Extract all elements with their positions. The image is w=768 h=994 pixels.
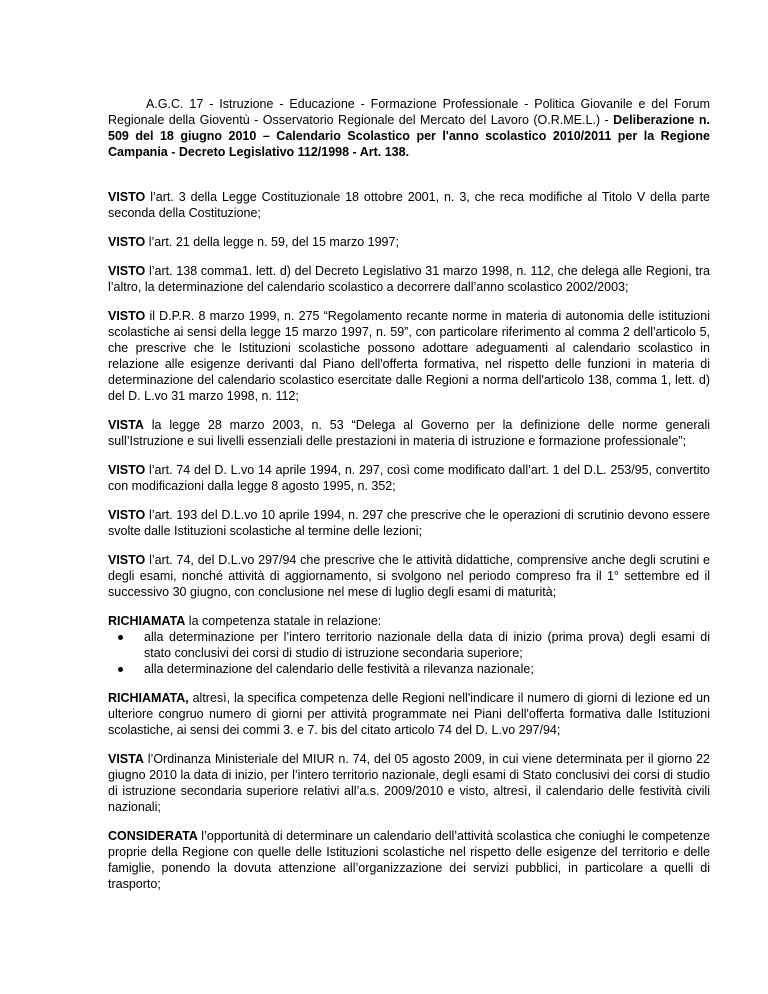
paragraph-vista-legge-53: VISTA la legge 28 marzo 2003, n. 53 “Delega al Governo per la definizione delle norme generali sull’Istruzione e sui livelli essenziali delle prestazioni in materia di istruzione e formazione professionale”; (108, 418, 710, 448)
list-item: alla determinazione per l’intero territorio nazionale della data di inizio (prima prova) degli esami di stato conclusivi dei corsi di studio di istruzione secondaria superiore; (108, 629, 710, 661)
paragraph-visto-costituzione: VISTO l’art. 3 della Legge Costituzionale 18 ottobre 2001, n. 3, che reca modifiche al Titolo V della parte seconda della Costituzione; (108, 190, 710, 220)
paragraph-vista-ordinanza: VISTA l’Ordinanza Ministeriale del MIUR n. 74, del 05 agosto 2009, in cui viene determinata per il giorno 22 giugno 2010 la data di inizio, per l’intero territorio nazionale, degli esami di Stato conclusivi dei corsi di studio di istruzione secondaria superiore relativi all’a.s. 2009/2010 e visto, altresì, il calendario delle festività civili nazionali; (108, 752, 710, 814)
document-header (108, 96, 710, 160)
paragraph-visto-art-138: VISTO l’art. 138 comma1. lett. d) del Decreto Legislativo 31 marzo 1998, n. 112, che delega alle Regioni, tra l’altro, la determinazione del calendario scolastico a decorrere dall’anno scolastico 2002/2003; (108, 264, 710, 294)
bullet-icon (118, 635, 123, 640)
bullet-list (108, 629, 710, 677)
paragraph-richiamata-regioni: RICHIAMATA, altresì, la specifica competenza delle Regioni nell'indicare il numero di giorni di lezione ed un ulteriore congruo numero di giorni per attività programmate nei Piani dell'offerta formativa dalle Istituzioni scolastiche, ai sensi dei commi 3. e 7. bis del citato articolo 74 del D. L.vo 297/94; (108, 691, 710, 737)
header-intro: A.G.C. 17 - Istruzione - Educazione - Formazione Professionale - Politica Giovanile e del Forum Regionale della Gioventù - Osservatorio Regionale del Mercato del Lavoro (O.R.ME.L.) - (108, 97, 710, 127)
paragraph-visto-dpr-275: VISTO il D.P.R. 8 marzo 1999, n. 275 “Regolamento recante norme in materia di autonomia delle istituzioni scolastiche ai sensi della legge 15 marzo 1997, n. 59”, con particolare riferimento al comma 2 dell'articolo 5, che prescrive che le Istituzioni scolastiche possono adottare adeguamenti al calendario scolastico in relazione alle esigenze derivanti dal Piano dell'offerta formativa, nel rispetto delle funzioni in materia di determinazione del calendario scolastico esercitate dalle Regioni a norma dell'articolo 138, comma 1, lett. d) del D. L.vo 31 marzo 1998, n. 112; (108, 309, 710, 403)
paragraph-richiamata-statale: RICHIAMATA la competenza statale in relazione: alla determinazione per l’intero territorio nazionale della data di inizio (prima prova) degli esami di stato conclusivi dei corsi di studio di istruzione secondaria superiore; alla determinazione del calendario delle festività a rilevanza nazionale; (108, 614, 710, 676)
bullet-icon (118, 667, 123, 672)
paragraph-considerata: CONSIDERATA l’opportunità di determinare un calendario dell’attività scolastica che coniughi le competenze proprie della Regione con quelle delle Istituzioni scolastiche nel rispetto delle esigenze del territorio e delle famiglie, ponendo la dovuta attenzione all’organizzazione dei servizi pubblici, in particolare a quelli di trasporto; (108, 829, 710, 891)
paragraph-visto-legge-59: VISTO l’art. 21 della legge n. 59, del 15 marzo 1997; (108, 235, 399, 249)
list-item: alla determinazione del calendario delle festività a rilevanza nazionale; (108, 661, 710, 677)
header-title: Deliberazione n. 509 del 18 giugno 2010 – Calendario Scolastico per l'anno scolastico 2010/2011 per la Regione Campania - Decreto Legislativo 112/1998 - Art. 138. (108, 113, 710, 159)
paragraph-visto-art-74-attivita: VISTO l’art. 74, del D.L.vo 297/94 che prescrive che le attività didattiche, comprensive anche degli scrutini e degli esami, nonché attività di aggiornamento, si svolgono nel periodo compreso fra il 1° settembre ed il successivo 30 giugno, con conclusione nel mese di luglio degli esami di maturità; (108, 553, 710, 599)
paragraph-visto-art-74: VISTO l’art. 74 del D. L.vo 14 aprile 1994, n. 297, così come modificato dall’art. 1 del D.L. 253/95, convertito con modificazioni dalla legge 8 agosto 1995, n. 352; (108, 463, 710, 493)
paragraph-visto-art-193: VISTO l’art. 193 del D.L.vo 10 aprile 1994, n. 297 che prescrive che le operazioni di scrutinio devono essere svolte dalle Istituzioni scolastiche al termine delle lezioni; (108, 508, 710, 538)
